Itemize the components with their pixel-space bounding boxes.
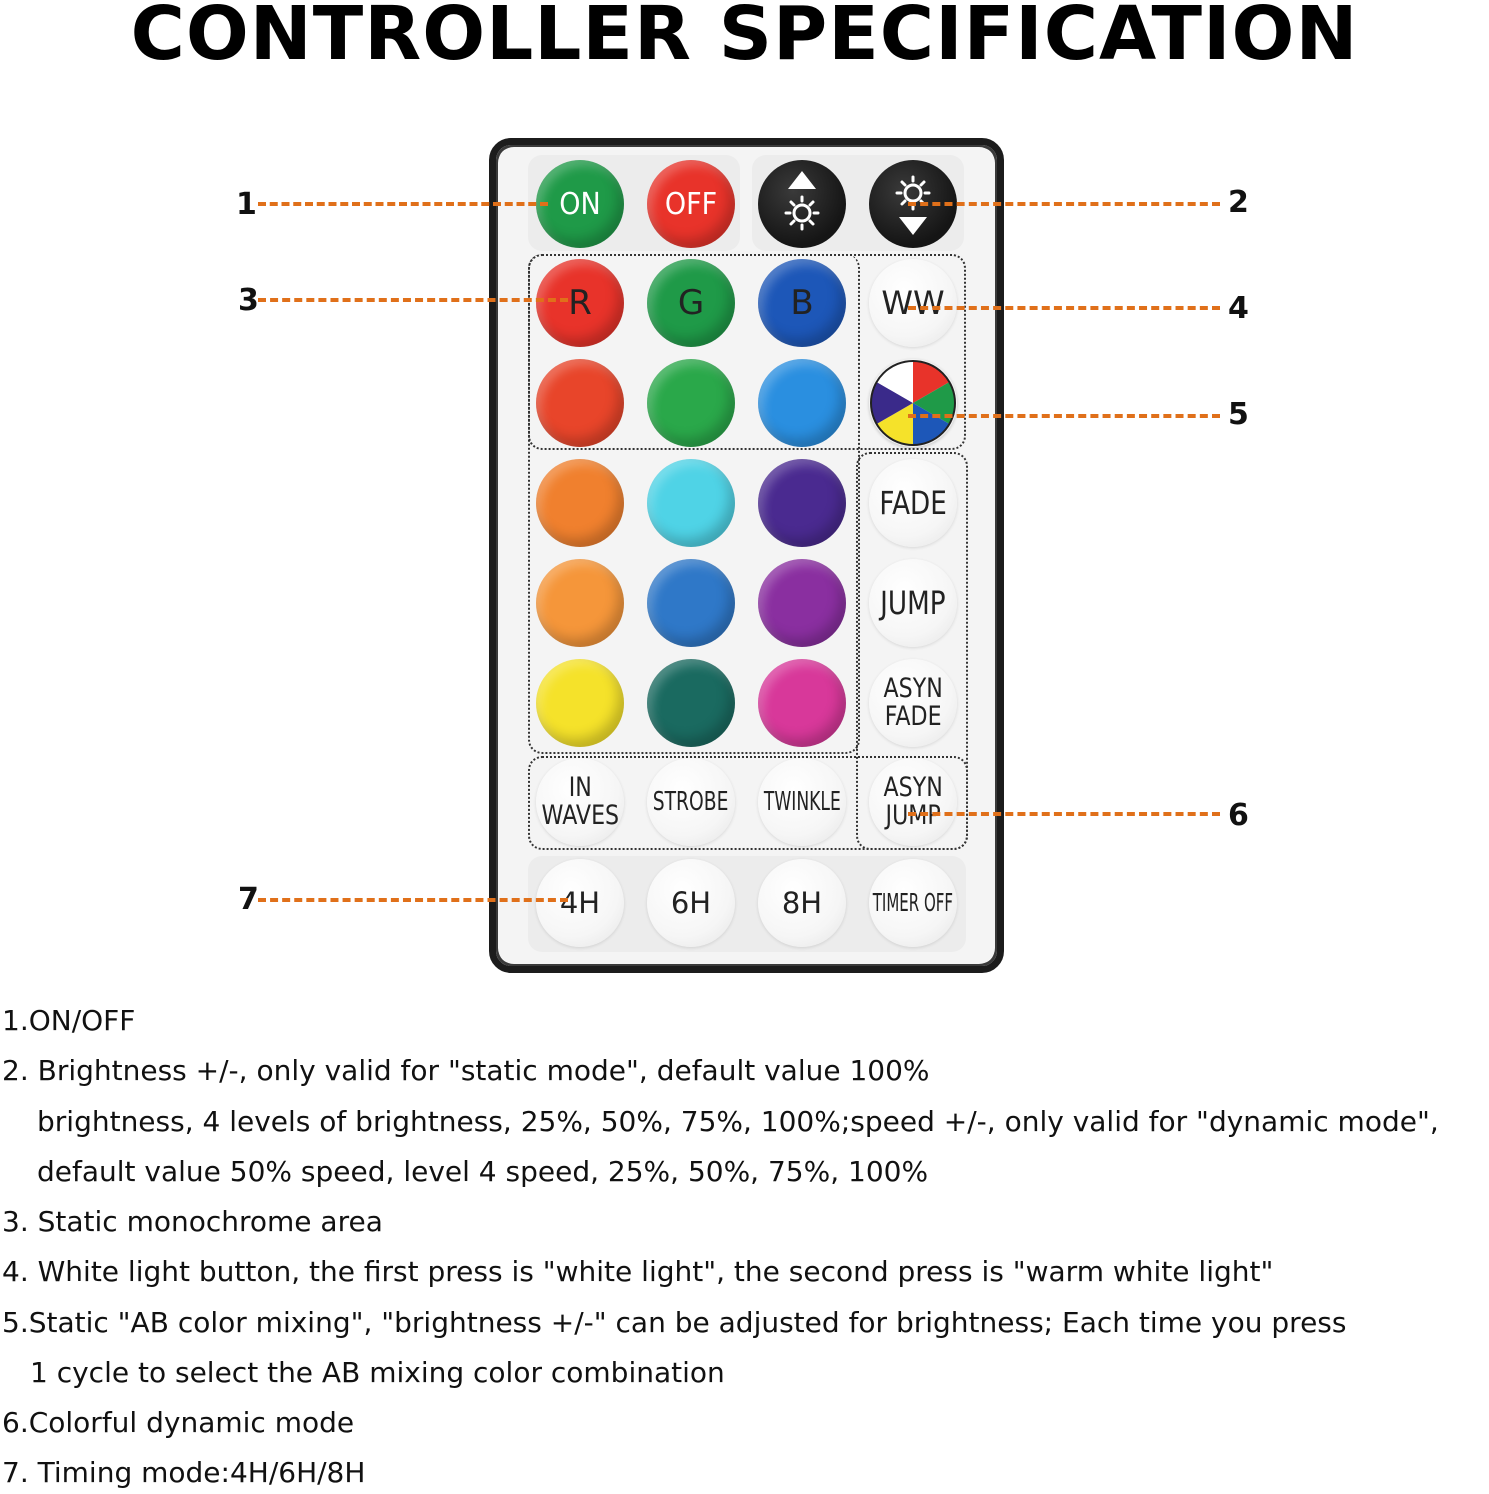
color-button-r1c3[interactable] (758, 359, 846, 447)
callout-6: 6 (1228, 798, 1249, 833)
description-7: 7. Timing mode:4H/6H/8H (2, 1456, 366, 1489)
blue-button[interactable] (758, 259, 846, 347)
sun-up-arrow-icon (772, 169, 832, 239)
color-button-r3c3[interactable] (758, 559, 846, 647)
asyn-jump-button[interactable] (869, 758, 957, 846)
color-button-r4c2[interactable] (647, 659, 735, 747)
leader-line-3 (258, 298, 568, 302)
color-button-r1c2[interactable] (647, 359, 735, 447)
timer-4h-label: 4H (559, 886, 601, 920)
red-label: R (568, 283, 592, 323)
description-3: 3. Static monochrome area (2, 1205, 383, 1238)
color-button-r2c2[interactable] (647, 459, 735, 547)
timer-off-button[interactable] (869, 859, 957, 947)
callout-4: 4 (1228, 291, 1249, 326)
leader-line-7 (258, 898, 568, 902)
fade-label: FADE (879, 484, 947, 522)
jump-label: JUMP (880, 584, 946, 622)
strobe-button[interactable] (647, 758, 735, 846)
asyn-fade-label: ASYN FADE (883, 673, 943, 732)
off-button[interactable] (647, 160, 735, 248)
leader-line-6 (908, 812, 1220, 816)
jump-button[interactable] (869, 559, 957, 647)
color-button-r2c1[interactable] (536, 459, 624, 547)
warm-white-label: WW (881, 284, 945, 322)
callout-5: 5 (1228, 397, 1249, 432)
fade-button[interactable] (869, 459, 957, 547)
color-wheel-icon (869, 359, 957, 447)
leader-line-4 (908, 306, 1220, 310)
timer-8h-label: 8H (781, 886, 823, 920)
on-button[interactable] (536, 160, 624, 248)
color-button-r4c3[interactable] (758, 659, 846, 747)
description-2: 2. Brightness +/-, only valid for "static mode", default value 100% (2, 1054, 930, 1087)
timer-4h-button[interactable] (536, 859, 624, 947)
leader-line-1 (258, 202, 548, 206)
color-button-r1c1[interactable] (536, 359, 624, 447)
timer-6h-button[interactable] (647, 859, 735, 947)
asyn-jump-label: ASYN JUMP (883, 772, 943, 831)
brightness-up-button[interactable] (758, 160, 846, 248)
callout-1: 1 (236, 187, 257, 222)
blue-label: B (790, 283, 814, 323)
asyn-fade-button[interactable] (869, 659, 957, 747)
timer-8h-button[interactable] (758, 859, 846, 947)
off-label: OFF (664, 186, 718, 222)
description-2-cont-1: brightness, 4 levels of brightness, 25%, 50%, 75%, 100%;speed +/-, only valid for "dynamic mode", (37, 1105, 1439, 1138)
ab-color-mix-button[interactable] (869, 359, 957, 447)
green-button[interactable] (647, 259, 735, 347)
red-button[interactable] (536, 259, 624, 347)
color-button-r3c2[interactable] (647, 559, 735, 647)
callout-7: 7 (238, 882, 259, 917)
leader-line-5 (908, 414, 1220, 418)
twinkle-label: TWINKLE (763, 787, 841, 817)
callout-3: 3 (238, 283, 259, 318)
on-label: ON (559, 186, 601, 222)
green-label: G (677, 283, 705, 323)
description-5-cont: 1 cycle to select the AB mixing color combination (30, 1356, 725, 1389)
callout-2: 2 (1228, 185, 1249, 220)
color-button-r2c3[interactable] (758, 459, 846, 547)
description-4: 4. White light button, the first press is "white light", the second press is "warm white light" (2, 1255, 1274, 1288)
page-title: CONTROLLER SPECIFICATION (130, 0, 1359, 77)
description-1: 1.ON/OFF (2, 1004, 136, 1037)
strobe-label: STROBE (653, 787, 729, 817)
in-waves-button[interactable] (536, 758, 624, 846)
description-5: 5.Static "AB color mixing", "brightness +/-" can be adjusted for brightness; Each time you press (2, 1306, 1347, 1339)
twinkle-button[interactable] (758, 758, 846, 846)
timer-6h-label: 6H (670, 886, 712, 920)
leader-line-2 (908, 202, 1220, 206)
in-waves-label: IN WAVES (541, 772, 619, 831)
timer-off-label: TIMER OFF (872, 888, 954, 917)
color-button-r4c1[interactable] (536, 659, 624, 747)
description-2-cont-2: default value 50% speed, level 4 speed, 25%, 50%, 75%, 100% (37, 1155, 929, 1188)
description-6: 6.Colorful dynamic mode (2, 1406, 355, 1439)
warm-white-button[interactable] (869, 259, 957, 347)
color-button-r3c1[interactable] (536, 559, 624, 647)
